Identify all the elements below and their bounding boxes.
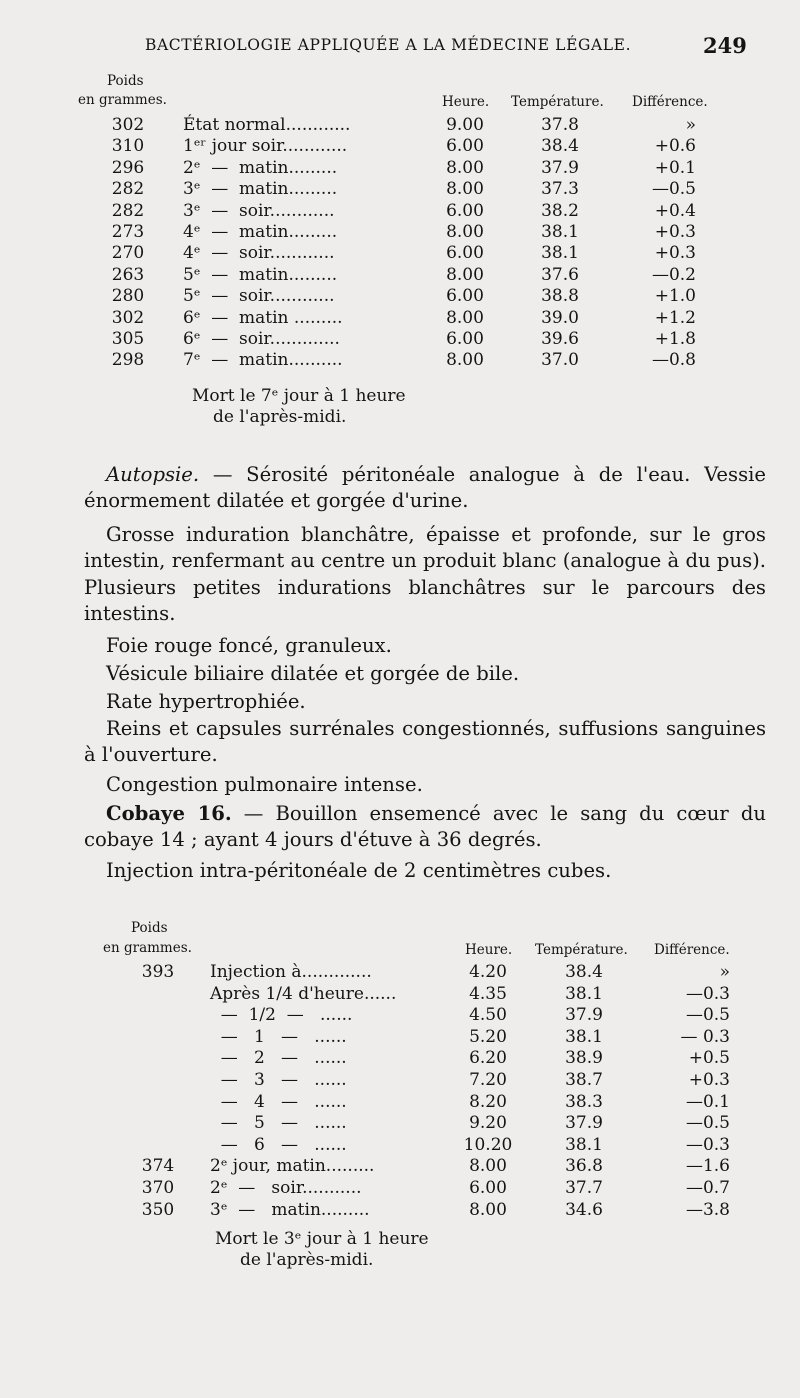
- table-row: [0, 201, 800, 222]
- difference-cell: +0.5: [688, 1048, 730, 1069]
- heure-cell: 6.20: [469, 1048, 507, 1069]
- temperature-cell: 37.6: [541, 264, 579, 285]
- weight-cell: 374: [141, 1156, 175, 1177]
- label-cell: 6ᵉ — soir.............: [183, 329, 340, 349]
- table-row: [0, 179, 800, 200]
- temperature-cell: 38.7: [565, 1070, 603, 1090]
- death-note-1-cont: de l'après-midi.: [213, 407, 347, 427]
- temperature-cell: 37.8: [541, 115, 579, 135]
- label-cell: 2ᵉ jour, matin.........: [210, 1156, 375, 1177]
- heure-cell: 8.00: [446, 350, 484, 371]
- label-cell: 2ᵉ — matin.........: [183, 157, 338, 178]
- weight-cell: 350: [141, 1199, 175, 1220]
- heure-cell: 7.20: [469, 1070, 507, 1090]
- table-row: [0, 962, 800, 983]
- weight-cell: 298: [111, 350, 145, 371]
- heure-cell: 8.20: [469, 1091, 507, 1112]
- temperature-cell: 37.0: [541, 350, 579, 371]
- label-cell: 5ᵉ — soir............: [183, 286, 335, 307]
- table-row: [0, 1200, 800, 1221]
- label-cell: Après 1/4 d'heure......: [210, 983, 397, 1004]
- label-cell: — 3 — ......: [210, 1070, 347, 1090]
- difference-cell: —0.2: [651, 264, 696, 285]
- difference-cell: —0.5: [685, 1113, 730, 1134]
- label-cell: — 1 — ......: [210, 1026, 347, 1047]
- temperature-cell: 38.8: [541, 286, 579, 307]
- difference-cell: +1.0: [654, 286, 696, 307]
- col-temp-header: Température.: [511, 94, 604, 110]
- table-row: [0, 222, 800, 243]
- heure-cell: 6.00: [446, 243, 484, 264]
- difference-cell: +0.3: [688, 1070, 730, 1090]
- temperature-cell: 37.7: [565, 1178, 603, 1198]
- death-note-1: Mort le 7ᵉ jour à 1 heure: [192, 386, 406, 406]
- difference-cell: —1.6: [685, 1156, 730, 1177]
- heure-cell: 4.35: [469, 983, 507, 1004]
- difference-cell: +1.2: [654, 307, 696, 328]
- difference-cell: +0.1: [654, 157, 696, 178]
- heure-cell: 6.00: [446, 286, 484, 307]
- heure-cell: 6.00: [469, 1178, 507, 1198]
- injection-paragraph: Injection intra-péritonéale de 2 centimètres cubes.: [106, 859, 612, 882]
- temperature-cell: 39.0: [541, 307, 579, 328]
- label-cell: 6ᵉ — matin .........: [183, 307, 343, 328]
- table-row: [0, 265, 800, 286]
- label-cell: — 6 — ......: [210, 1134, 347, 1155]
- heure-cell: 8.00: [446, 157, 484, 178]
- col-heure-header: Heure.: [465, 942, 513, 958]
- temperature-cell: 37.3: [541, 179, 579, 200]
- label-cell: — 5 — ......: [210, 1113, 347, 1134]
- table-row: [0, 243, 800, 264]
- difference-cell: —0.3: [685, 1134, 730, 1155]
- temperature-cell: 37.9: [541, 157, 579, 178]
- heure-cell: 8.00: [469, 1156, 507, 1177]
- table-row: [0, 136, 800, 157]
- autopsie-paragraph: [84, 462, 766, 515]
- difference-cell: »: [719, 962, 730, 982]
- table-1-body: [0, 115, 800, 375]
- weight-cell: 273: [111, 222, 145, 242]
- cobaye-body: — Bouillon ensemencé avec le sang du cœur du cobaye 14 ; ayant 4 jours d'étuve à 36 degrés.: [84, 802, 766, 852]
- weight-cell: 302: [111, 115, 145, 135]
- col-poids-header: Poids: [131, 920, 168, 936]
- death-note-2-cont: de l'après-midi.: [240, 1250, 374, 1270]
- label-cell: État normal............: [183, 115, 351, 135]
- table-row: [0, 1048, 800, 1069]
- label-cell: — 4 — ......: [210, 1091, 347, 1112]
- difference-cell: +1.8: [654, 329, 696, 349]
- table-row: [0, 1135, 800, 1156]
- difference-cell: »: [685, 115, 696, 135]
- table-row: [0, 286, 800, 307]
- temperature-cell: 37.9: [565, 1113, 603, 1134]
- difference-cell: —0.5: [685, 1005, 730, 1026]
- heure-cell: 8.00: [446, 179, 484, 200]
- temperature-cell: 38.4: [541, 136, 579, 157]
- label-cell: 4ᵉ — soir............: [183, 243, 335, 264]
- rate-paragraph: Rate hypertrophiée.: [106, 690, 306, 713]
- heure-cell: 5.20: [469, 1026, 507, 1047]
- label-cell: 5ᵉ — matin.........: [183, 264, 338, 285]
- label-cell: — 2 — ......: [210, 1048, 347, 1069]
- cobaye-label: Cobaye 16.: [106, 802, 232, 825]
- heure-cell: 8.00: [446, 307, 484, 328]
- heure-cell: 9.00: [446, 115, 484, 135]
- col-poids-header-unit: en grammes.: [78, 92, 167, 108]
- table-row: [0, 1156, 800, 1177]
- table-row: [0, 115, 800, 136]
- temperature-cell: 37.9: [565, 1005, 603, 1026]
- weight-cell: 280: [111, 286, 145, 307]
- temperature-cell: 34.6: [565, 1199, 603, 1220]
- heure-cell: 6.00: [446, 329, 484, 349]
- table-row: [0, 1027, 800, 1048]
- heure-cell: 10.20: [463, 1134, 513, 1155]
- weight-cell: 296: [111, 157, 145, 178]
- difference-cell: —0.1: [685, 1091, 730, 1112]
- temperature-cell: 36.8: [565, 1156, 603, 1177]
- table-row: [0, 350, 800, 371]
- temperature-cell: 38.2: [541, 200, 579, 221]
- difference-cell: — 0.3: [680, 1026, 730, 1047]
- table-row: [0, 308, 800, 329]
- table-row: [0, 1178, 800, 1199]
- table-row: [0, 1113, 800, 1134]
- difference-cell: +0.6: [654, 136, 696, 157]
- label-cell: Injection à.............: [210, 962, 372, 982]
- table-row: [0, 329, 800, 350]
- temperature-cell: 38.4: [565, 962, 603, 982]
- heure-cell: 8.00: [446, 264, 484, 285]
- table-2-body: [0, 962, 800, 1224]
- label-cell: 2ᵉ — soir...........: [210, 1178, 362, 1198]
- vesicule-paragraph: Vésicule biliaire dilatée et gorgée de bile.: [106, 662, 520, 685]
- difference-cell: —3.8: [685, 1199, 730, 1220]
- heure-cell: 6.00: [446, 200, 484, 221]
- temperature-cell: 38.1: [565, 1026, 603, 1047]
- induration-paragraph: Grosse induration blanchâtre, épaisse et profonde, sur le gros intestin, renfermant au centre un produit blanc (analogue à du pus). Plusieurs petites indurations blanchâtres sur le parcours des intestins.: [84, 523, 766, 626]
- autopsie-body: — Sérosité péritonéale analogue à de l'eau. Vessie énormement dilatée et gorgée d'urine.: [84, 463, 766, 513]
- temperature-cell: 38.3: [565, 1091, 603, 1112]
- temperature-cell: 38.1: [541, 243, 579, 264]
- label-cell: 4ᵉ — matin.........: [183, 222, 338, 242]
- weight-cell: 310: [111, 136, 145, 157]
- weight-cell: 302: [111, 307, 145, 328]
- difference-cell: —0.5: [651, 179, 696, 200]
- label-cell: 7ᵉ — matin..........: [183, 350, 343, 371]
- heure-cell: 4.50: [469, 1005, 507, 1026]
- col-diff-header: Différence.: [654, 942, 730, 958]
- temperature-cell: 38.1: [565, 983, 603, 1004]
- weight-cell: 370: [141, 1178, 175, 1198]
- autopsie-label: Autopsie.: [106, 463, 200, 486]
- temperature-cell: 39.6: [541, 329, 579, 349]
- difference-cell: —0.3: [685, 983, 730, 1004]
- weight-cell: 282: [111, 179, 145, 200]
- col-diff-header: Différence.: [632, 94, 708, 110]
- heure-cell: 9.20: [469, 1113, 507, 1134]
- col-poids-header-unit: en grammes.: [103, 940, 192, 956]
- label-cell: 3ᵉ — matin.........: [183, 179, 338, 200]
- heure-cell: 8.00: [469, 1199, 507, 1220]
- temperature-cell: 38.1: [541, 222, 579, 242]
- weight-cell: 263: [111, 264, 145, 285]
- col-heure-header: Heure.: [442, 94, 490, 110]
- label-cell: 3ᵉ — matin.........: [210, 1199, 370, 1220]
- heure-cell: 8.00: [446, 222, 484, 242]
- weight-cell: 270: [111, 243, 145, 264]
- table-row: [0, 1092, 800, 1113]
- foie-paragraph: Foie rouge foncé, granuleux.: [106, 634, 392, 657]
- col-temp-header: Température.: [535, 942, 628, 958]
- running-title: BACTÉRIOLOGIE APPLIQUÉE A LA MÉDECINE LÉGALE.: [145, 36, 632, 54]
- col-poids-header: Poids: [107, 73, 144, 89]
- label-cell: 3ᵉ — soir............: [183, 200, 335, 221]
- difference-cell: +0.4: [654, 200, 696, 221]
- temperature-cell: 38.9: [565, 1048, 603, 1069]
- difference-cell: +0.3: [654, 243, 696, 264]
- table-row: [0, 984, 800, 1005]
- difference-cell: —0.8: [651, 350, 696, 371]
- death-note-2: Mort le 3ᵉ jour à 1 heure: [215, 1229, 429, 1249]
- label-cell: — 1/2 — ......: [210, 1005, 353, 1026]
- label-cell: 1ᵉʳ jour soir............: [183, 136, 348, 157]
- page-number: 249: [703, 33, 747, 58]
- table-row: [0, 158, 800, 179]
- table-row: [0, 1005, 800, 1026]
- reins-paragraph: Reins et capsules surrénales congestionnés, suffusions sanguines à l'ouverture.: [84, 717, 766, 767]
- heure-cell: 4.20: [469, 962, 507, 982]
- difference-cell: —0.7: [685, 1178, 730, 1198]
- difference-cell: +0.3: [654, 222, 696, 242]
- weight-cell: 282: [111, 200, 145, 221]
- table-row: [0, 1070, 800, 1091]
- heure-cell: 6.00: [446, 136, 484, 157]
- weight-cell: 393: [141, 962, 175, 982]
- cobaye-paragraph: [84, 801, 766, 854]
- temperature-cell: 38.1: [565, 1134, 603, 1155]
- weight-cell: 305: [111, 329, 145, 349]
- congestion-paragraph: Congestion pulmonaire intense.: [106, 773, 423, 796]
